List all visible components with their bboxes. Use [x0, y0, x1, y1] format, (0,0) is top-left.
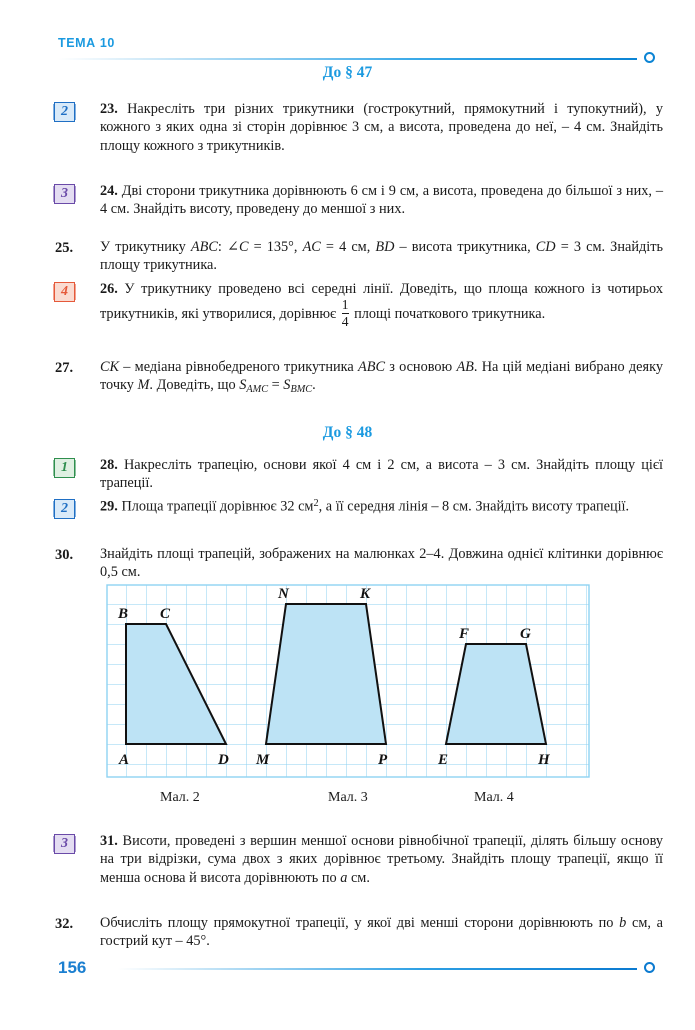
- t: AB: [456, 359, 474, 375]
- exercise-gutter: [54, 456, 100, 478]
- t: = 4 см,: [320, 239, 376, 255]
- exercise-24-text: [100, 182, 663, 219]
- exercise-gutter: [54, 914, 100, 933]
- vertex-label-A: A: [119, 752, 130, 768]
- exercise-30: [54, 545, 663, 582]
- exercise-gutter: [54, 832, 100, 854]
- exercise-gutter: [54, 545, 100, 564]
- page-number: 156: [58, 958, 87, 977]
- exercise-number: 30.: [55, 547, 74, 563]
- exercise-23-text: [100, 100, 663, 155]
- t: AC: [302, 239, 321, 255]
- t: см, а гострий кут – 45°.: [100, 915, 663, 950]
- vertex-label-M: M: [256, 752, 270, 768]
- exercise-gutter: [54, 280, 100, 302]
- t: b: [619, 915, 627, 931]
- exercise-body-pre: У трикутнику проведено всі середні лінії. Доведіть, що площа кожного із чотирьох трикутників, які утворилися, дорівнює: [100, 281, 663, 323]
- t: S: [283, 377, 291, 394]
- vertex-label-P: P: [378, 752, 388, 768]
- t: .: [312, 377, 316, 394]
- vertex-label-H: H: [538, 752, 550, 768]
- trapezoid-mnkp-outline: [266, 604, 386, 744]
- subscript: AMC: [246, 384, 269, 396]
- t: Площа трапеції дорівнює 32 см: [121, 498, 314, 515]
- t: Висоти, проведені з вершин меншої основи рівнобічної трапеції, ділять більшу основу на три відрізки, сума двох з яких дорівнює третьому. Знайдіть площу трапеції, якщо її менша основа й висота дорівнюють по: [100, 833, 663, 886]
- fraction-denominator: 4: [341, 314, 349, 330]
- footer-end-dot-icon: [644, 962, 655, 973]
- t: CK: [100, 359, 120, 375]
- exercise-31: [54, 832, 663, 887]
- vertex-label-C: C: [160, 606, 171, 622]
- exercise-number: 23.: [100, 101, 118, 117]
- page-footer: [58, 958, 655, 984]
- level-badge-2: 2: [54, 102, 75, 122]
- exercise-27: [54, 358, 663, 397]
- exercise-gutter: [54, 182, 100, 204]
- t: M: [137, 377, 150, 394]
- trapezoids-svg: [106, 584, 590, 778]
- level-badge-4: 4: [54, 282, 75, 302]
- exercise-28-text: [100, 456, 663, 493]
- fraction-one-quarter: [342, 298, 349, 329]
- exercise-26: [54, 280, 663, 329]
- theme-label: ТЕМА 10: [58, 36, 115, 50]
- exercise-25: [54, 238, 663, 275]
- subscript: BMC: [290, 384, 313, 396]
- t: У трикутнику: [100, 239, 191, 255]
- exercise-27-text: [100, 358, 663, 397]
- t: , а її середня лінія – 8 см. Знайдіть висоту трапеції.: [318, 498, 630, 515]
- t: . Доведіть, що: [149, 377, 240, 394]
- vertex-label-D: D: [218, 752, 229, 768]
- section-title-47: До § 47: [322, 64, 373, 81]
- exercise-body: Накресліть три різних трикутники (гострокутний, прямокутний і тупокутний), у кожного з яких одна зі сторін дорівнює 3 см, а висота, проведена до неї, – 4 см. Знайдіть площу кожного з трикутників.: [100, 101, 663, 154]
- exercise-23: [54, 100, 663, 155]
- figure-caption-4: Мал. 4: [474, 790, 514, 805]
- t: ABC: [357, 359, 385, 375]
- exercise-number: 24.: [100, 183, 118, 199]
- footer-divider: [118, 968, 637, 970]
- exercise-29-text: [100, 497, 663, 516]
- exercise-31-text: [100, 832, 663, 887]
- exercise-30-text: Знайдіть площі трапецій, зображених на малюнках 2–4. Довжина однієї клітинки дорівнює 0,5 см.: [100, 546, 663, 581]
- exercise-gutter: [54, 497, 100, 519]
- exercise-32: [54, 914, 663, 951]
- t: = 3 см. Знайдіть площу трикутника.: [100, 239, 664, 274]
- exercise-24: [54, 182, 663, 219]
- t: BD: [375, 239, 395, 255]
- exercise-number: 32.: [55, 916, 74, 932]
- exercise-body: Дві сторони трикутника дорівнюють 6 см і 9 см, а висота, проведена до більшої з них, – 4 см. Знайдіть висоту, проведену до меншої з них.: [100, 183, 663, 218]
- exercise-32-text: [100, 914, 663, 951]
- t: Обчисліть площу прямокутної трапеції, у якої дві менші сторони дорівнюють по: [100, 915, 620, 931]
- figure-captions: [106, 790, 590, 810]
- page-header: [58, 36, 655, 66]
- section-title-48: До § 48: [322, 424, 373, 441]
- exercise-25-text: [100, 238, 663, 275]
- header-end-dot-icon: [644, 52, 655, 63]
- t: з основою: [385, 359, 457, 375]
- exercise-number: 28.: [100, 457, 118, 473]
- vertex-label-N: N: [278, 586, 289, 602]
- level-badge-2: 2: [54, 499, 75, 519]
- vertex-label-G: G: [520, 626, 531, 642]
- vertex-label-B: B: [118, 606, 129, 622]
- t: S: [239, 377, 247, 394]
- t: – медіана рівнобедреного трикутника: [119, 359, 358, 375]
- exercise-body-post: площі початкового трикутника.: [354, 306, 546, 323]
- exercise-number: 26.: [100, 281, 118, 297]
- fraction-numerator: 1: [341, 297, 349, 313]
- header-divider: [58, 58, 637, 60]
- exercise-number: 31.: [100, 833, 118, 849]
- level-badge-1: 1: [54, 458, 75, 478]
- level-badge-3: 3: [54, 834, 75, 854]
- t: C: [238, 239, 249, 255]
- t: a: [340, 869, 348, 886]
- exercise-gutter: [54, 238, 100, 257]
- figure-caption-3: Мал. 3: [328, 790, 368, 805]
- superscript: 2: [313, 498, 319, 509]
- t: – висота трикутника,: [394, 239, 536, 255]
- vertex-label-E: E: [438, 752, 449, 768]
- t: . На цій медіані вибрано деяку точку: [100, 359, 663, 394]
- exercise-28: [54, 456, 663, 493]
- t: = 135°,: [248, 239, 303, 255]
- exercise-number: 25.: [55, 240, 74, 256]
- exercise-gutter: [54, 358, 100, 377]
- t: =: [268, 377, 284, 394]
- vertex-label-K: K: [360, 586, 371, 602]
- figure-caption-2: Мал. 2: [160, 790, 200, 805]
- exercise-29: [54, 497, 663, 519]
- trapezoids-figure: [106, 584, 590, 778]
- t: CD: [535, 239, 556, 255]
- t: ABC: [190, 239, 218, 255]
- exercise-gutter: [54, 100, 100, 122]
- t: см.: [347, 869, 370, 886]
- level-badge-3: 3: [54, 184, 75, 204]
- exercise-number: 29.: [100, 498, 118, 515]
- exercise-number: 27.: [55, 360, 74, 376]
- exercise-26-text: [100, 280, 663, 329]
- exercise-body: Накресліть трапецію, основи якої 4 см і 2 см, а висота – 3 см. Знайдіть площу цієї трапеції.: [100, 457, 663, 492]
- vertex-label-F: F: [459, 626, 470, 642]
- t: : ∠: [217, 239, 239, 255]
